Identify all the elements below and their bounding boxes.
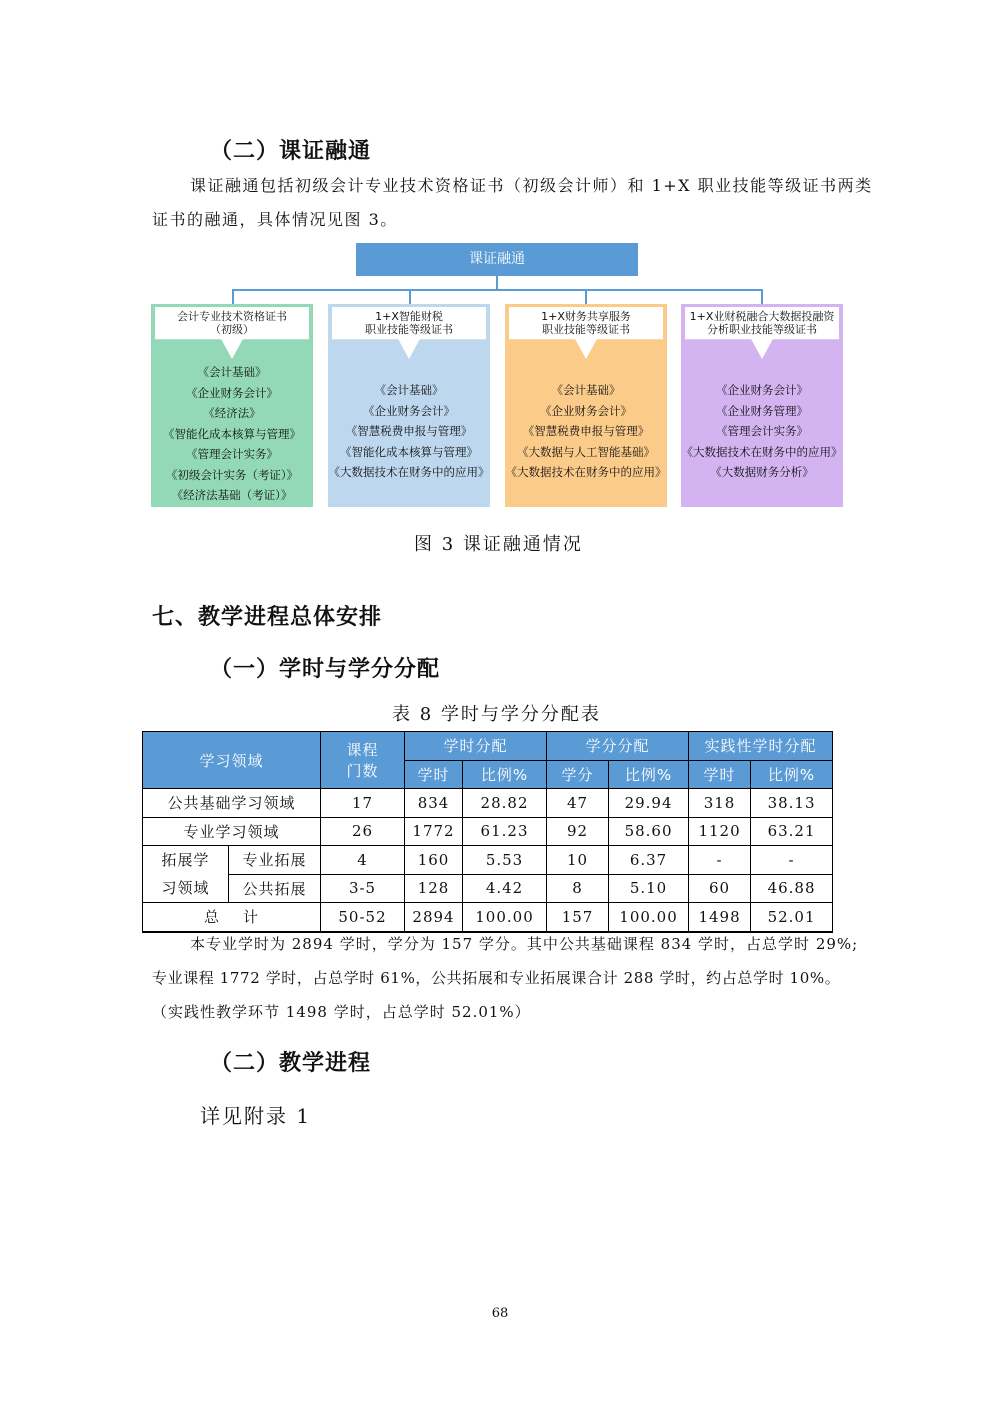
summary-line: （实践性教学环节 1498 学时，占总学时 52.01%） xyxy=(152,1003,531,1021)
course-item: 《会计基础》 xyxy=(551,383,621,397)
cell-credits-ratio: 100.00 xyxy=(609,903,689,932)
row-label: 专业拓展 xyxy=(229,846,321,875)
course-item: 《经济法》 xyxy=(203,406,261,420)
course-item: 《初级会计实务（考证）》 xyxy=(165,467,299,482)
cell-credits: 47 xyxy=(547,789,609,818)
subsection-heading-progress: （二）教学进程 xyxy=(210,1051,372,1076)
cell-practice-ratio: - xyxy=(751,846,833,875)
cell-count: 17 xyxy=(321,789,405,818)
diagram-column-big-data-cert xyxy=(681,304,843,507)
course-list xyxy=(151,362,313,506)
diagram-connector xyxy=(409,289,411,304)
cell-practice-hours: 60 xyxy=(689,874,751,903)
course-item: 《智能化成本核算与管理》 xyxy=(340,444,478,459)
course-item: 《管理会计实务》 xyxy=(716,424,808,438)
row-label: 公共拓展 xyxy=(229,874,321,903)
table-caption: 表 8 学时与学分分配表 xyxy=(392,704,601,725)
course-list xyxy=(505,380,667,483)
course-item: 《会计基础》 xyxy=(197,365,267,379)
diagram-connector xyxy=(232,289,762,291)
section-heading-ke-zheng: （二）课证融通 xyxy=(210,139,372,164)
figure-caption: 图 3 课证融通情况 xyxy=(414,534,583,555)
header-practice-ratio: 比例% xyxy=(751,760,833,789)
header-credits-ratio: 比例% xyxy=(609,760,689,789)
cell-hours-ratio: 61.23 xyxy=(463,817,547,846)
row-label: 公共基础学习领域 xyxy=(143,789,321,818)
cell-count: 3-5 xyxy=(321,874,405,903)
cell-credits: 92 xyxy=(547,817,609,846)
cell-credits-ratio: 29.94 xyxy=(609,789,689,818)
diagram-column-accounting-cert xyxy=(151,304,313,507)
diagram-column-shared-service-cert xyxy=(505,304,667,507)
cell-hours: 2894 xyxy=(405,903,463,932)
diagram-connector xyxy=(496,276,498,290)
course-item: 《管理会计实务》 xyxy=(186,447,278,461)
cell-hours: 160 xyxy=(405,846,463,875)
subsection-heading-hours-credits: （一）学时与学分分配 xyxy=(210,657,441,682)
column-title: 1+X智能财税 职业技能等级证书 xyxy=(365,310,453,336)
cell-hours: 128 xyxy=(405,874,463,903)
course-item: 《企业财务会计》 xyxy=(186,385,278,400)
section-heading-seven: 七、教学进程总体安排 xyxy=(152,605,383,630)
header-practice-hours-sub: 学时 xyxy=(689,760,751,789)
header-credits: 学分 xyxy=(547,760,609,789)
header-hours: 学时 xyxy=(405,760,463,789)
cell-credits: 8 xyxy=(547,874,609,903)
cell-credits-ratio: 58.60 xyxy=(609,817,689,846)
course-item: 《企业财务管理》 xyxy=(716,403,808,418)
table-row xyxy=(143,789,833,818)
row-label: 专业学习领域 xyxy=(143,817,321,846)
course-item: 《经济法基础（考证）》 xyxy=(171,488,293,502)
header-practice-hours: 实践性学时分配 xyxy=(689,732,833,761)
cell-practice-hours: 318 xyxy=(689,789,751,818)
column-title: 1+X财务共享服务 职业技能等级证书 xyxy=(541,310,631,336)
paragraph-line: 证书的融通，具体情况见图 3。 xyxy=(152,210,398,229)
diagram-column-smart-tax-cert xyxy=(328,304,490,507)
cell-hours-ratio: 100.00 xyxy=(463,903,547,932)
page-number: 68 xyxy=(491,1306,509,1321)
paragraph-line: 课证融通包括初级会计专业技术资格证书（初级会计师）和 1+X 职业技能等级证书两类 xyxy=(190,176,873,195)
row-label: 总 计 xyxy=(143,903,321,932)
course-item: 《智能化成本核算与管理》 xyxy=(163,426,301,441)
table-row-total xyxy=(143,903,833,932)
cell-practice-hours: 1498 xyxy=(689,903,751,932)
diagram-root-box: 课证融通 xyxy=(356,243,638,276)
cell-credits-ratio: 5.10 xyxy=(609,874,689,903)
cell-credits: 157 xyxy=(547,903,609,932)
diagram-connector xyxy=(585,289,587,304)
summary-line: 本专业学时为 2894 学时，学分为 157 学分。其中公共基础课程 834 学时，占总学时 29%; xyxy=(190,935,859,953)
cell-practice-hours: 1120 xyxy=(689,817,751,846)
cell-practice-ratio: 38.13 xyxy=(751,789,833,818)
header-hours-ratio: 比例% xyxy=(463,760,547,789)
header-course-count: 课程 门数 xyxy=(321,732,405,789)
course-list xyxy=(328,380,490,483)
column-title: 1+X业财税融合大数据投融资 分析职业技能等级证书 xyxy=(689,310,835,336)
cell-count: 26 xyxy=(321,817,405,846)
cell-hours-ratio: 4.42 xyxy=(463,874,547,903)
course-item: 《大数据技术在财务中的应用》 xyxy=(681,444,843,459)
course-item: 《大数据技术在财务中的应用》 xyxy=(328,465,490,479)
course-item: 《大数据与人工智能基础》 xyxy=(517,444,655,459)
course-item: 《企业财务会计》 xyxy=(716,383,808,397)
cell-practice-ratio: 46.88 xyxy=(751,874,833,903)
hours-credits-table xyxy=(142,731,833,933)
cell-practice-ratio: 63.21 xyxy=(751,817,833,846)
table-row xyxy=(143,846,833,875)
cell-credits-ratio: 6.37 xyxy=(609,846,689,875)
diagram-connector xyxy=(761,289,763,304)
cell-count: 50-52 xyxy=(321,903,405,932)
header-hours-allocation: 学时分配 xyxy=(405,732,547,761)
cell-count: 4 xyxy=(321,846,405,875)
cell-hours: 1772 xyxy=(405,817,463,846)
table-row xyxy=(143,817,833,846)
course-item: 《大数据技术在财务中的应用》 xyxy=(505,465,667,479)
cell-credits: 10 xyxy=(547,846,609,875)
course-item: 《大数据财务分析》 xyxy=(710,465,814,479)
cell-practice-ratio: 52.01 xyxy=(751,903,833,932)
cell-hours: 834 xyxy=(405,789,463,818)
cell-practice-hours: - xyxy=(689,846,751,875)
course-item: 《企业财务会计》 xyxy=(363,403,455,418)
course-list xyxy=(681,380,843,483)
table-row xyxy=(143,874,833,903)
course-item: 《智慧税费申报与管理》 xyxy=(345,424,473,438)
course-item: 《智慧税费申报与管理》 xyxy=(522,424,650,438)
course-item: 《企业财务会计》 xyxy=(540,403,632,418)
column-title: 会计专业技术资格证书 （初级） xyxy=(177,310,287,336)
cell-hours-ratio: 5.53 xyxy=(463,846,547,875)
appendix-reference: 详见附录 1 xyxy=(200,1104,312,1128)
summary-line: 专业课程 1772 学时，占总学时 61%，公共拓展和专业拓展课合计 288 学时，约占总学时 10%。 xyxy=(152,969,841,987)
diagram-connector xyxy=(232,289,234,304)
header-learning-domain: 学习领域 xyxy=(143,732,321,789)
course-item: 《会计基础》 xyxy=(374,383,444,397)
cell-hours-ratio: 28.82 xyxy=(463,789,547,818)
header-credits-allocation: 学分分配 xyxy=(547,732,689,761)
row-group-label: 拓展学 习领域 xyxy=(143,846,229,903)
